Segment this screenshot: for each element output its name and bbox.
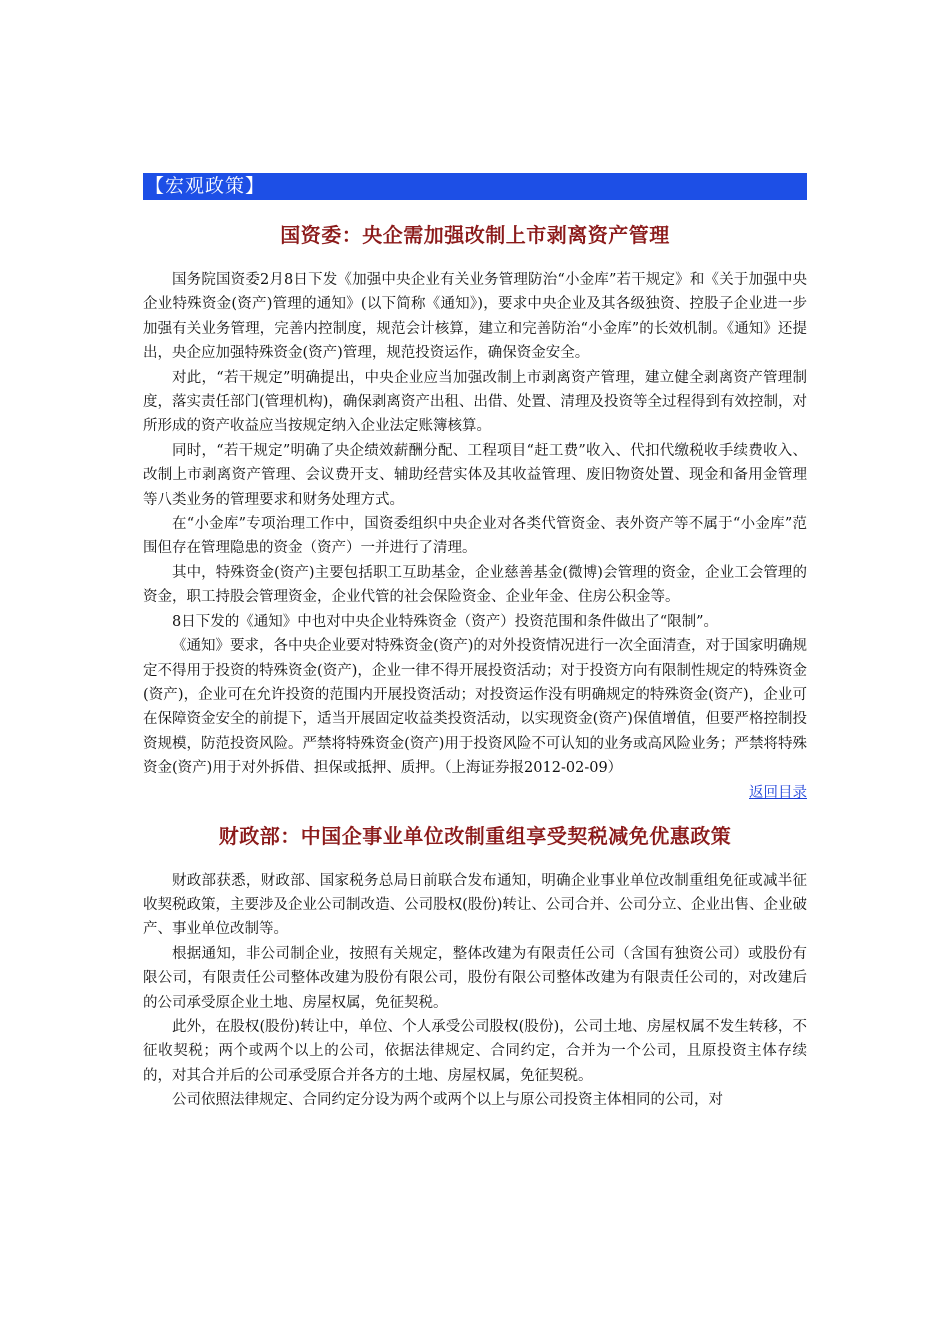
article-paragraph: 8日下发的《通知》中也对中央企业特殊资金（资产）投资范围和条件做出了“限制”。: [172, 613, 719, 630]
article-paragraph: 此外，在股权(股份)转让中，单位、个人承受公司股权(股份)，公司土地、房屋权属不发生转移，不征收契税；两个或两个以上的公司，依据法律规定、合同约定，合并为一个公司，且原投资主体存续的，对其合并后的公司承受原合并各方的土地、房屋权属，免征契税。: [143, 1018, 807, 1084]
article-paragraph: 在“小金库”专项治理工作中，国资委组织中央企业对各类代管资金、表外资产等不属于“小金库”范围但存在管理隐患的资金（资产）一并进行了清理。: [143, 516, 807, 557]
article-paragraph: 其中，特殊资金(资产)主要包括职工互助基金，企业慈善基金(微博)会管理的资金，企业工会管理的资金，职工持股会管理资金，企业代管的社会保险资金、企业年金、住房公积金等。: [143, 564, 807, 606]
section-header: [143, 173, 807, 200]
document-page: [143, 173, 807, 1113]
article-body: [143, 869, 807, 1113]
article-body: [143, 268, 807, 781]
article-paragraph: 根据通知，非公司制企业，按照有关规定，整体改建为有限责任公司（含国有独资公司）或股份有限公司，有限责任公司整体改建为股份有限公司，股份有限公司整体改建为有限责任公司的，对改建后的公司承受原企业土地、房屋权属，免征契税。: [143, 945, 807, 1011]
article-paragraph: 国务院国资委2月8日下发《加强中央企业有关业务管理防治“小金库”若干规定》和《关于加强中央企业特殊资金(资产)管理的通知》(以下简称《通知》)，要求中央企业及其各级独资、控股子企业进一步加强有关业务管理，完善内控制度，规范会计核算，建立和完善防治“小金库”的长效机制。《通知》还提出，央企应加强特殊资金(资产)管理，规范投资运作，确保资金安全。: [143, 272, 807, 362]
article-title: 国资委：央企需加强改制上市剥离资产管理: [280, 223, 670, 247]
back-to-contents-link[interactable]: 返回目录: [749, 784, 807, 801]
article-paragraph: 对此，“若干规定”明确提出，中央企业应当加强改制上市剥离资产管理，建立健全剥离资产管理制度，落实责任部门(管理机构)，确保剥离资产出租、出借、处置、清理及投资等全过程得到有效控制，对所形成的资产收益应当按规定纳入企业法定账簿核算。: [143, 369, 807, 435]
article-paragraph: 《通知》要求，各中央企业要对特殊资金(资产)的对外投资情况进行一次全面清查，对于国家明确规定不得用于投资的特殊资金(资产)，企业一律不得开展投资活动；对于投资方向有限制性规定的特殊资金(资产)，企业可在允许投资的范围内开展投资活动；对投资运作没有明确规定的特殊资金(资产)，企业可在保障资金安全的前提下，适当开展固定收益类投资活动，以实现资金(资产)保值增值，但要严格控制投资规模，防范投资风险。严禁将特殊资金(资产)用于投资风险不可认知的业务或高风险业务；严禁将特殊资金(资产)用于对外拆借、担保或抵押、质押。（上海证券报2012-02-09）: [143, 638, 807, 777]
article-paragraph: 同时，“若干规定”明确了央企绩效薪酬分配、工程项目“赶工费”收入、代扣代缴税收手续费收入、改制上市剥离资产管理、会议费开支、辅助经营实体及其收益管理、废旧物资处置、现金和备用金管理等八类业务的管理要求和财务处理方式。: [143, 442, 807, 508]
article-paragraph: 公司依照法律规定、合同约定分设为两个或两个以上与原公司投资主体相同的公司，对: [172, 1092, 723, 1109]
article-title: 财政部：中国企事业单位改制重组享受契税减免优惠政策: [218, 823, 732, 848]
section-header-label: 【宏观政策】: [145, 175, 266, 197]
article-paragraph: 财政部获悉，财政部、国家税务总局日前联合发布通知，明确企业事业单位改制重组免征或减半征收契税政策，主要涉及企业公司制改造、公司股权(股份)转让、公司合并、公司分立、企业出售、企业破产、事业单位改制等。: [143, 872, 807, 938]
